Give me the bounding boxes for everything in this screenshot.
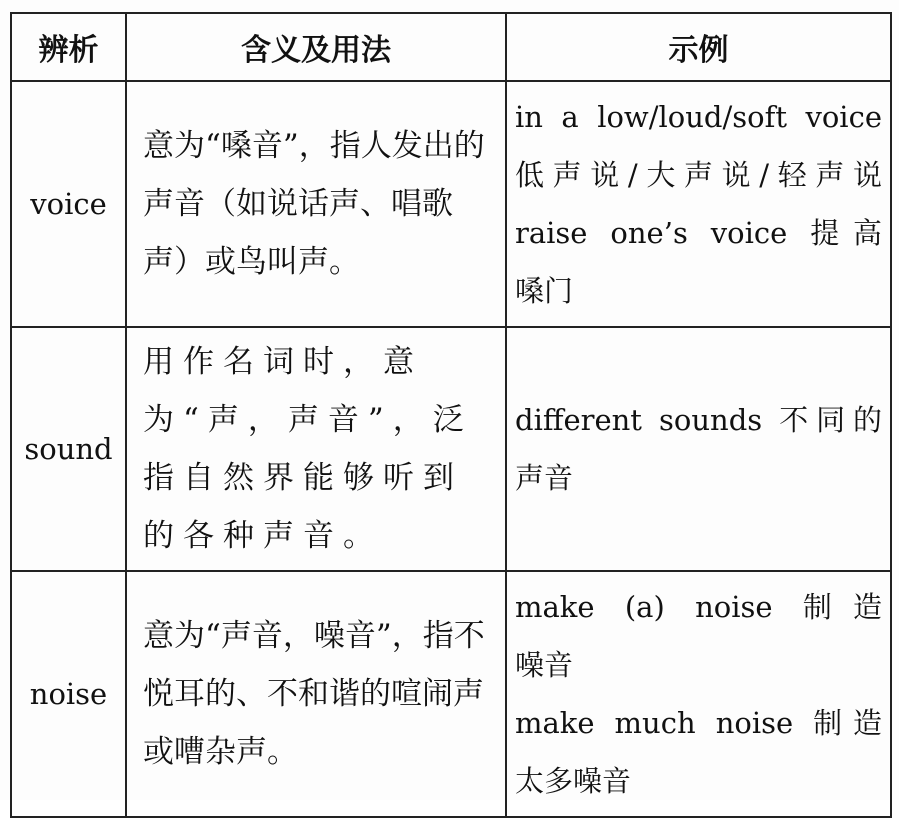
header-row [11, 13, 891, 81]
header-analysis: 辨析 [11, 13, 126, 81]
example-line: different sounds 不同的 [515, 403, 882, 437]
meaning-cell-sound: 用作名词时，意为“声，声音”，泛指自然界能够听到的各种声音。 [126, 327, 506, 571]
word-cell-noise: noise [11, 571, 126, 817]
example-line: make (a) noise 制造 [515, 590, 882, 624]
example-line: 太多噪音 [515, 764, 632, 798]
example-line: make much noise 制造 [515, 706, 882, 740]
word-cell-sound: sound [11, 327, 126, 571]
example-line: 低声说/大声说/轻声说 [515, 158, 882, 192]
example-line: 噪音 [515, 648, 574, 682]
example-line: 嗓门 [515, 274, 574, 308]
example-line: raise one’s voice 提高 [515, 216, 882, 250]
comparison-table [10, 12, 892, 818]
example-cell-sound [506, 327, 891, 571]
example-line: in a low/loud/soft voice [515, 100, 882, 134]
example-cell-voice [506, 81, 891, 327]
table-row [11, 81, 891, 327]
header-examples: 示例 [506, 13, 891, 81]
header-meaning-usage: 含义及用法 [126, 13, 506, 81]
example-cell-noise [506, 571, 891, 817]
meaning-cell-voice: 意为“嗓音”，指人发出的声音（如说话声、唱歌声）或鸟叫声。 [126, 81, 506, 327]
table-row [11, 571, 891, 817]
meaning-cell-noise: 意为“声音，噪音”，指不悦耳的、不和谐的喧闹声或嘈杂声。 [126, 571, 506, 817]
example-line: 声音 [515, 461, 574, 495]
word-cell-voice: voice [11, 81, 126, 327]
table-row [11, 327, 891, 571]
